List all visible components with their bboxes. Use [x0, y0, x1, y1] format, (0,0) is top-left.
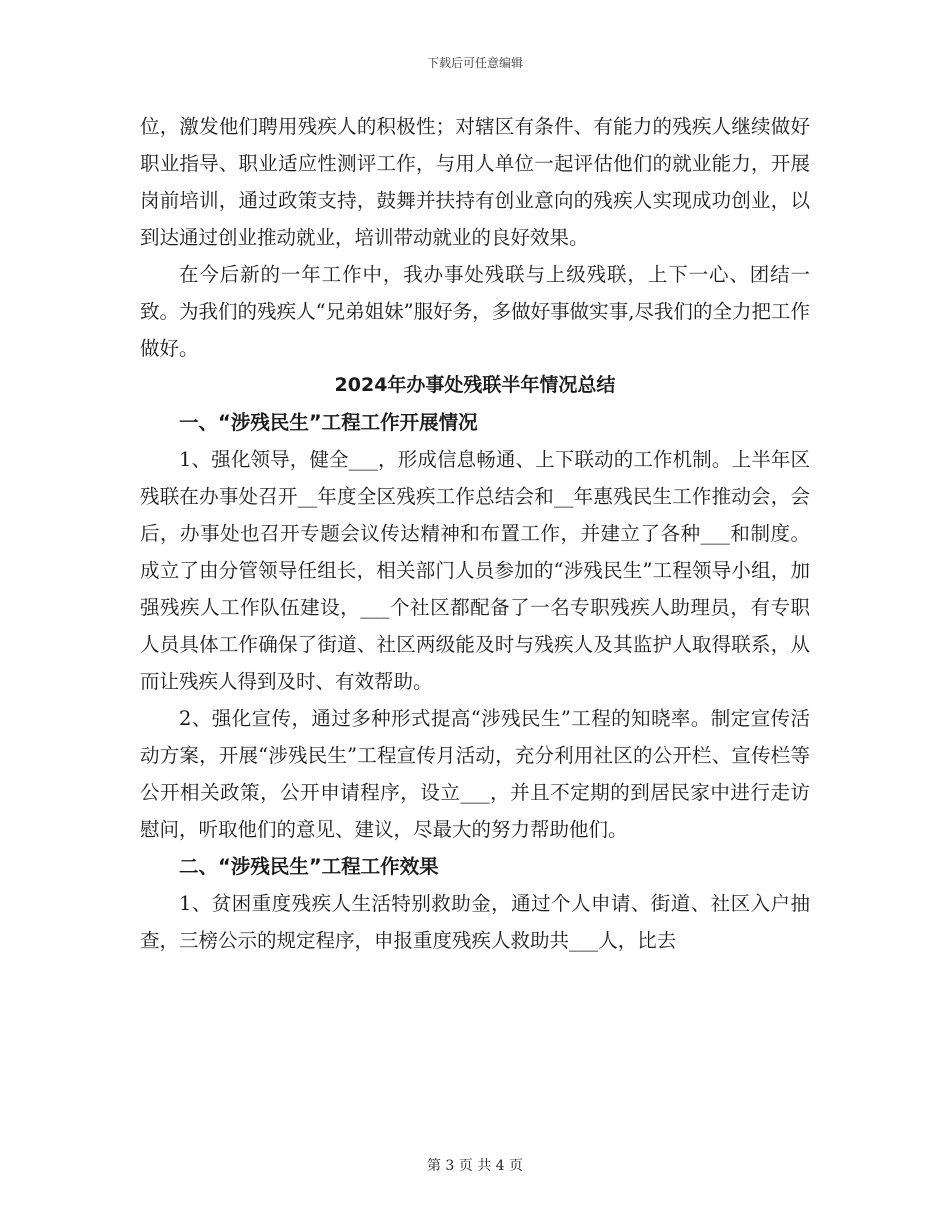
paragraph-relief: 1、贫困重度残疾人生活特别救助金，通过个人申请、街道、社区入户抽查，三榜公示的规定程序，申报重度残疾人救助共___人，比去 [140, 892, 810, 952]
paragraph-closing: 在今后新的一年工作中，我办事处残联与上级残联，上下一心、团结一致。为我们的残疾人“兄弟姐妹”服好务，多做好事做实事,尽我们的全力把工作做好。 [140, 263, 810, 360]
paragraph-leadership: 1、强化领导，健全___，形成信息畅通、上下联动的工作机制。上半年区残联在办事处召开__年度全区残疾工作总结会和__年惠残民生工作推动会，会后，办事处也召开专题会议传达精神和布置工作，并建立了各种___和制度。成立了由分管领导任组长，相关部门人员参加的“涉残民生”工程领导小组，加强残疾人工作队伍建设，___个社区都配备了一名专职残疾人助理员，有专职人员具体工作确保了街道、社区两级能及时与残疾人及其监护人取得联系，从而让残疾人得到及时、有效帮助。 [140, 448, 810, 693]
page-header: 下载后可任意编辑 [426, 56, 523, 70]
section-heading-2: 二、“涉残民生”工程工作效果 [179, 855, 439, 878]
paragraph-publicity: 2、强化宣传，通过多种形式提高“涉残民生”工程的知晓率。制定宣传活动方案，开展“涉残民生”工程宣传月活动，充分利用社区的公开栏、宣传栏等公开相关政策，公开申请程序，设立___，并且不定期的到居民家中进行走访慰问，听取他们的意见、建议，尽最大的努力帮助他们。 [140, 707, 810, 841]
document-title: 2024年办事处残联半年情况总结 [334, 374, 616, 396]
section-heading-1: 一、“涉残民生”工程工作开展情况 [179, 411, 478, 434]
page-number: 第 3 页 共 4 页 [426, 1158, 524, 1174]
paragraph-continuation: 位，激发他们聘用残疾人的积极性；对辖区有条件、有能力的残疾人继续做好职业指导、职业适应性测评工作，与用人单位一起评估他们的就业能力，开展岗前培训，通过政策支持，鼓舞并扶持有创业意向的残疾人实现成功创业，以到达通过创业推动就业，培训带动就业的良好效果。 [140, 115, 810, 249]
document-body [140, 110, 810, 959]
